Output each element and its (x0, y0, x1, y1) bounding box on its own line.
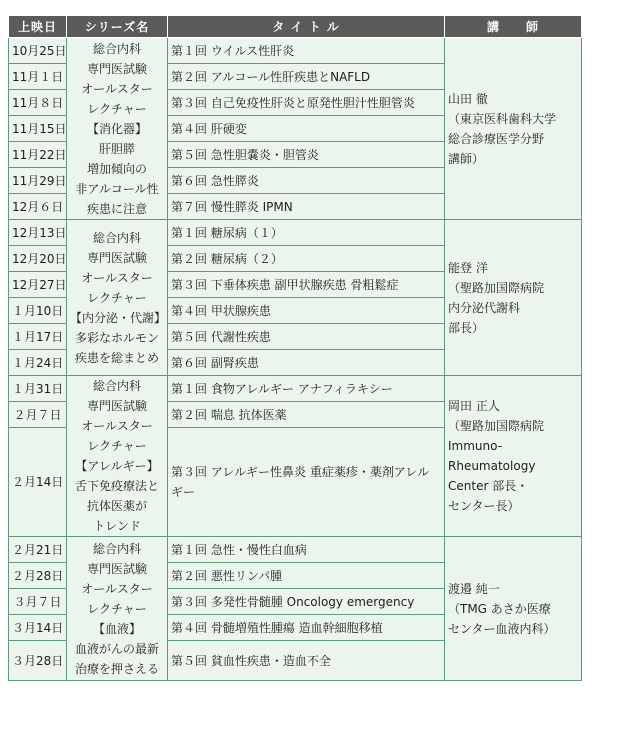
title-cell: 第３回 下垂体疾患 副甲状腺疾患 骨粗鬆症 (168, 272, 445, 298)
lecturer-cell (445, 537, 582, 681)
lecturer-line: 内分泌代謝科 (448, 300, 521, 315)
title-cell: 第６回 急性膵炎 (168, 168, 445, 194)
lecturer-line: （聖路加国際病院 (448, 280, 545, 295)
series-line: オールスター (81, 81, 153, 96)
lecturer-line: 岡田 正人 (448, 399, 500, 413)
date-cell: １月10日 (9, 298, 67, 324)
series-line: 総合内科 (92, 230, 141, 245)
series-line: 疾患に注意 (86, 201, 147, 216)
series-line: レクチャー (87, 101, 147, 116)
header-lecturer: 講 師 (445, 16, 582, 38)
series-line: レクチャー (87, 290, 147, 305)
series-line: 総合内科 (92, 541, 141, 556)
lecturer-line: （東京医科歯科大学 (448, 111, 557, 126)
lecturer-line: （聖路加国際病院 (448, 419, 545, 433)
date-cell: 11月８日 (9, 90, 67, 116)
title-cell: 第４回 肝硬変 (168, 116, 445, 142)
series-line: 治療を押さえる (74, 661, 159, 676)
series-line: 【血液】 (92, 621, 141, 636)
lecturer-cell (445, 376, 582, 537)
header-row (9, 16, 582, 38)
date-cell: 11月29日 (9, 168, 67, 194)
series-line: 舌下免疫療法と (74, 479, 159, 493)
table-row (9, 537, 582, 563)
lecturer-line: Immuno- (448, 439, 503, 453)
title-cell: 第６回 副腎疾患 (168, 350, 445, 376)
lecturer-line: （TMG あさか医療 (448, 601, 551, 616)
lecturer-line: センター血液内科） (448, 621, 556, 636)
series-line: 専門医試験 (86, 399, 147, 413)
date-cell: ３月７日 (9, 589, 67, 615)
date-cell: １月31日 (9, 376, 67, 402)
date-cell: 10月25日 (9, 38, 67, 64)
date-cell: 12月６日 (9, 194, 67, 220)
series-line: レクチャー (87, 601, 147, 616)
title-cell: 第４回 甲状腺疾患 (168, 298, 445, 324)
title-cell: 第２回 喘息 抗体医薬 (168, 402, 445, 428)
date-cell: ３月14日 (9, 615, 67, 641)
series-line: 疾患を総まとめ (74, 350, 159, 365)
series-line: 総合内科 (92, 41, 141, 56)
table-row (9, 38, 582, 64)
date-cell: 12月20日 (9, 246, 67, 272)
header-title: タ イ ト ル (168, 16, 445, 38)
date-cell: 12月27日 (9, 272, 67, 298)
series-line: レクチャー (87, 439, 147, 453)
lecturer-line: センター長） (448, 499, 520, 513)
series-line: トレンド (93, 519, 141, 533)
series-cell (67, 220, 168, 376)
title-cell: 第１回 急性・慢性白血病 (168, 537, 445, 563)
header-series: シリーズ名 (67, 16, 168, 38)
title-cell: 第３回 アレルギー性鼻炎 重症薬疹・薬剤アレルギー (168, 428, 445, 537)
table-row (9, 220, 582, 246)
series-line: 多彩なホルモン (74, 330, 159, 345)
lecturer-line: 総合診療医学分野 (448, 131, 545, 146)
title-cell: 第７回 慢性膵炎 IPMN (168, 194, 445, 220)
series-line: 抗体医薬が (86, 499, 147, 513)
title-cell: 第２回 悪性リンパ腫 (168, 563, 445, 589)
title-cell: 第３回 多発性骨髄腫 Oncology emergency (168, 589, 445, 615)
series-line: 専門医試験 (86, 250, 147, 265)
series-line: 血液がんの最新 (74, 641, 159, 656)
lecturer-line: 講師） (448, 151, 485, 166)
title-cell: 第１回 ウイルス性肝炎 (168, 38, 445, 64)
title-cell: 第１回 食物アレルギー アナフィラキシー (168, 376, 445, 402)
series-line: オールスター (81, 581, 153, 596)
title-cell: 第５回 代謝性疾患 (168, 324, 445, 350)
date-cell: ２月14日 (9, 428, 67, 537)
title-cell: 第２回 糖尿病（２） (168, 246, 445, 272)
lecturer-line: 渡邉 純一 (448, 581, 500, 596)
lecturer-line: 能登 洋 (448, 260, 488, 275)
title-cell: 第２回 アルコール性肝疾患とNAFLD (168, 64, 445, 90)
date-cell: ２月28日 (9, 563, 67, 589)
title-cell: 第４回 骨髄増殖性腫瘍 造血幹細胞移植 (168, 615, 445, 641)
lecturer-line: 山田 徹 (448, 91, 488, 106)
title-cell: 第１回 糖尿病（１） (168, 220, 445, 246)
date-cell: ２月７日 (9, 402, 67, 428)
series-line: 総合内科 (92, 379, 141, 393)
schedule-table (8, 15, 582, 681)
series-line: 【アレルギー】 (75, 459, 159, 473)
lecturer-cell (445, 220, 582, 376)
lecturer-line: Center 部長・ (448, 479, 529, 493)
lecturer-line: 部長） (448, 320, 485, 335)
date-cell: ３月28日 (9, 641, 67, 681)
series-cell (67, 376, 168, 537)
date-cell: １月17日 (9, 324, 67, 350)
series-line: 肝胆膵 (98, 141, 135, 156)
date-cell: 11月１日 (9, 64, 67, 90)
date-cell: 11月22日 (9, 142, 67, 168)
series-line: オールスター (81, 270, 153, 285)
title-cell: 第５回 急性胆嚢炎・胆管炎 (168, 142, 445, 168)
series-line: 増加傾向の (86, 161, 147, 176)
series-line: 専門医試験 (86, 61, 147, 76)
series-cell (67, 38, 168, 220)
lecturer-line: Rheumatology (448, 459, 536, 473)
series-cell (67, 537, 168, 681)
date-cell: １月24日 (9, 350, 67, 376)
date-cell: ２月21日 (9, 537, 67, 563)
title-cell: 第５回 貧血性疾患・造血不全 (168, 641, 445, 681)
title-cell: 第３回 自己免疫性肝炎と原発性胆汁性胆管炎 (168, 90, 445, 116)
header-date: 上映日 (9, 16, 67, 38)
series-line: 専門医試験 (86, 561, 147, 576)
series-line: 【消化器】 (86, 121, 147, 136)
date-cell: 12月13日 (9, 220, 67, 246)
lecturer-cell (445, 38, 582, 220)
table-row (9, 376, 582, 402)
series-line: 非アルコール性 (75, 181, 159, 196)
series-line: 【内分泌・代謝】 (70, 310, 167, 325)
series-line: オールスター (81, 419, 153, 433)
date-cell: 11月15日 (9, 116, 67, 142)
